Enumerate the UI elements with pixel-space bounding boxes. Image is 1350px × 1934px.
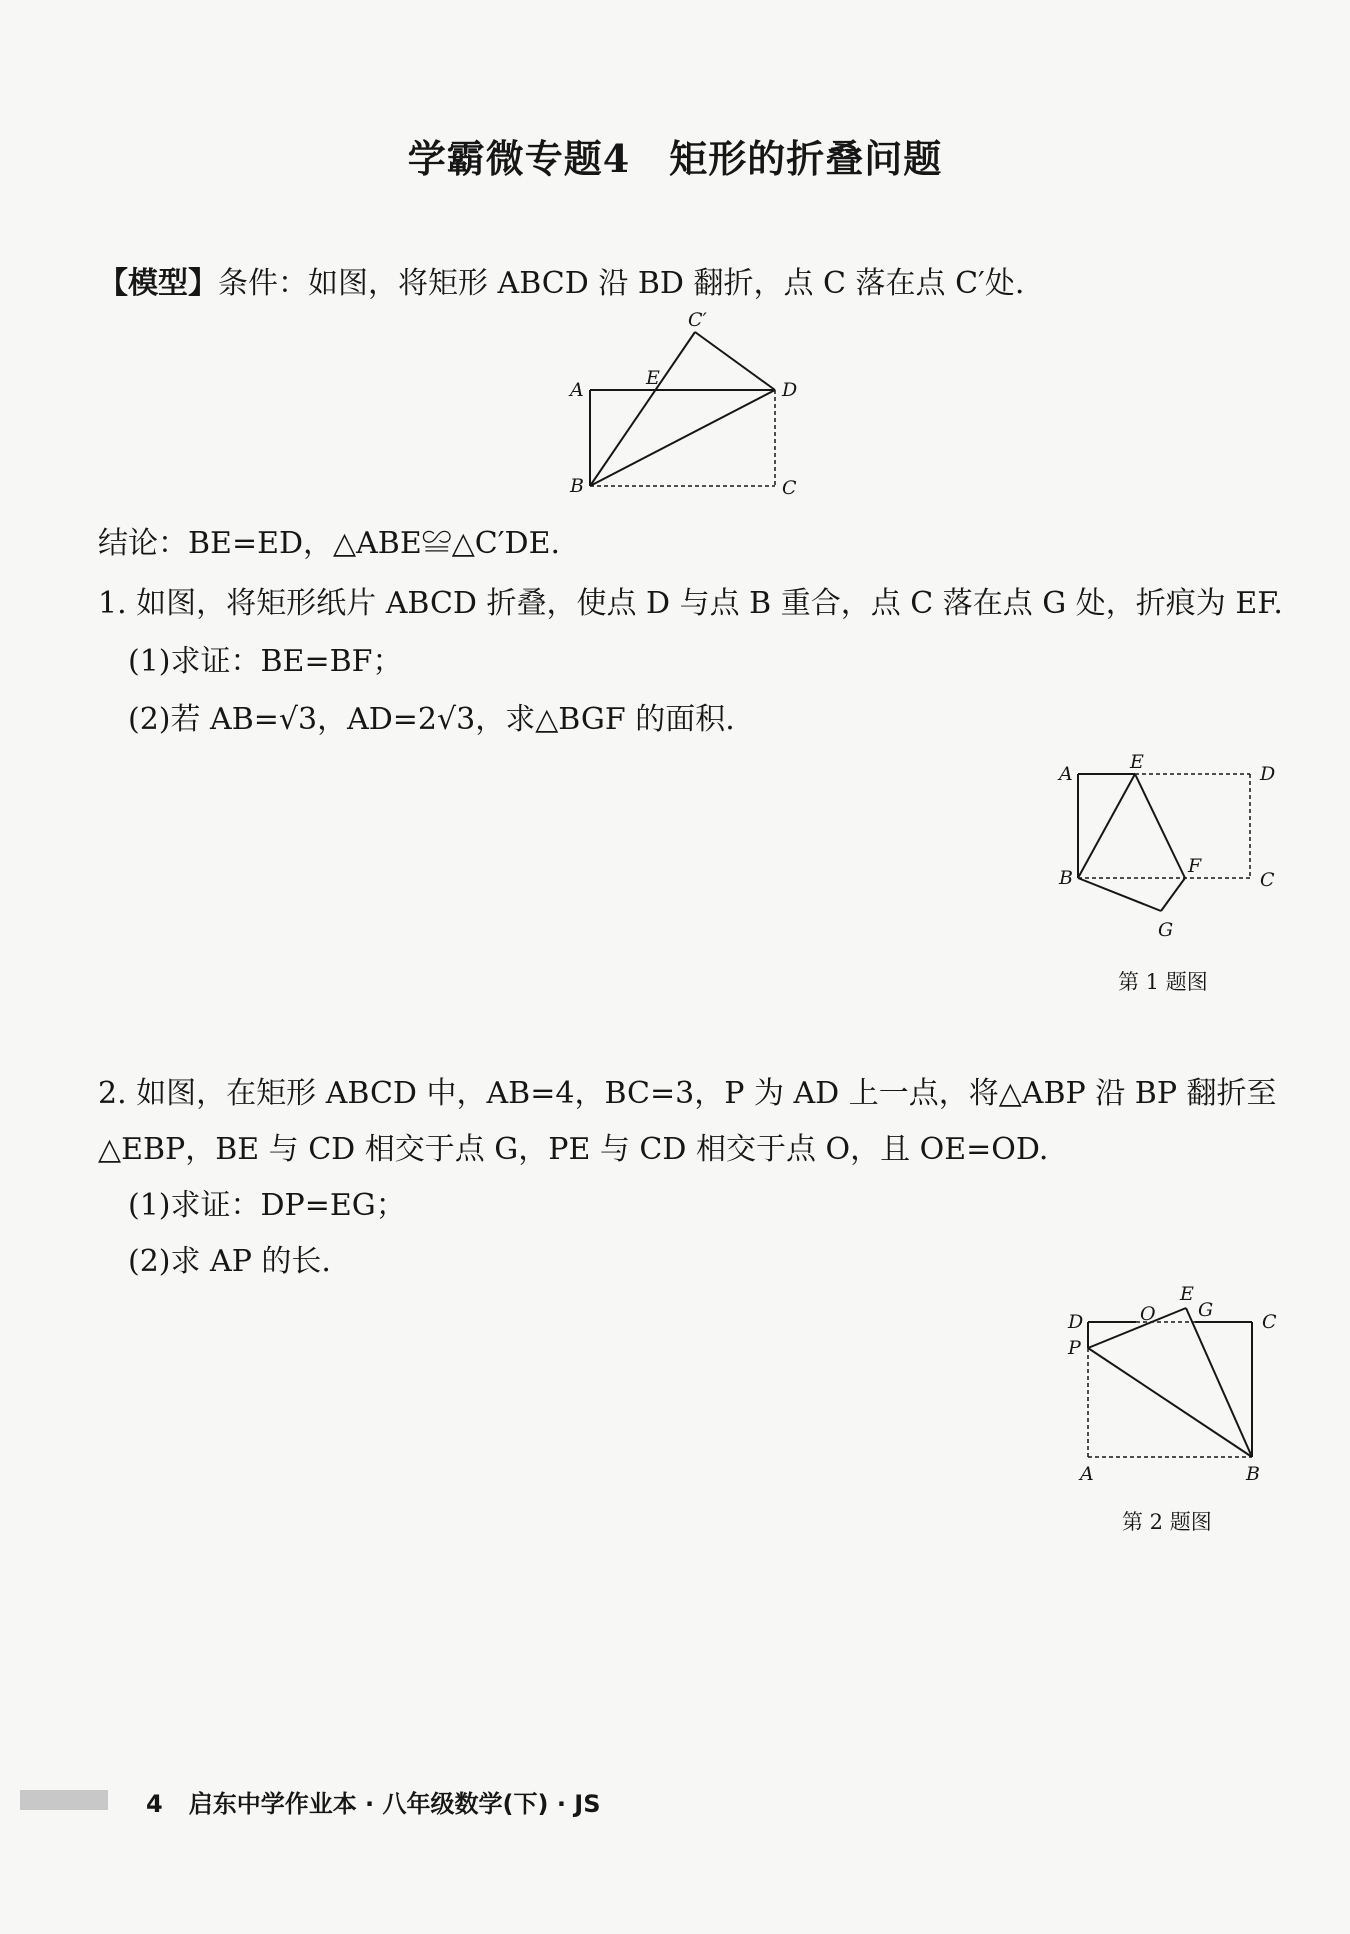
p2-label-b: B xyxy=(1246,1463,1260,1485)
model-label-c-prime: C′ xyxy=(688,309,707,331)
problem-2-part-1: (1)求证：DP=EG； xyxy=(128,1188,406,1223)
problem-1-part-1: (1)求证：BE=BF； xyxy=(128,644,403,679)
problem-2-part-2: (2)求 AP 的长. xyxy=(128,1244,331,1279)
p2-label-o: O xyxy=(1140,1303,1156,1325)
model-tag: 【模型】 xyxy=(98,266,218,301)
page-number: 4 xyxy=(146,1790,163,1818)
model-figure xyxy=(570,306,810,506)
model-segment-bd xyxy=(590,390,775,486)
book-title: 启东中学作业本 · 八年级数学(下) · JS xyxy=(188,1790,601,1818)
model-label-b: B xyxy=(570,475,584,497)
model-label-e: E xyxy=(646,367,660,389)
p1-label-e: E xyxy=(1130,751,1144,773)
footer-decor-bar xyxy=(20,1790,108,1810)
p2-label-g: G xyxy=(1198,1299,1214,1321)
page-title: 学霸微专题4 矩形的折叠问题 xyxy=(407,136,943,181)
problem-1-part-2: (2)若 AB=√3，AD=2√3，求△BGF 的面积. xyxy=(128,702,735,737)
model-label-a: A xyxy=(570,379,584,401)
p1-label-g: G xyxy=(1158,919,1174,941)
p2-label-a: A xyxy=(1080,1463,1094,1485)
problem-2-text-line-2: △EBP，BE 与 CD 相交于点 G，PE 与 CD 相交于点 O，且 OE=OD. xyxy=(98,1132,1049,1167)
p2-label-e: E xyxy=(1180,1283,1194,1305)
p2-segment-pe xyxy=(1088,1308,1186,1348)
p1-label-f: F xyxy=(1188,855,1202,877)
model-segment-bc-prime xyxy=(590,332,695,486)
model-label-c: C xyxy=(782,477,797,499)
p1-label-b: B xyxy=(1059,867,1073,889)
p1-segment-gf xyxy=(1161,878,1185,911)
problem-1-figure xyxy=(1050,750,1290,960)
model-condition-line xyxy=(98,258,1024,302)
p1-label-c: C xyxy=(1260,869,1275,891)
p2-label-p: P xyxy=(1068,1337,1081,1359)
model-label-d: D xyxy=(782,379,798,401)
p1-segment-be xyxy=(1078,774,1135,878)
p1-segment-bg xyxy=(1078,878,1161,911)
problem-1-caption: 第 1 题图 xyxy=(1118,970,1208,994)
problem-1-text: 1. 如图，将矩形纸片 ABCD 折叠，使点 D 与点 B 重合，点 C 落在点 G 处，折痕为 EF. xyxy=(98,586,1283,621)
p1-label-d: D xyxy=(1260,763,1276,785)
p1-segment-ef xyxy=(1135,774,1185,878)
p2-label-c: C xyxy=(1262,1311,1277,1333)
model-segment-c-prime-d xyxy=(695,332,775,390)
p1-label-a: A xyxy=(1059,763,1073,785)
model-condition: 条件：如图，将矩形 ABCD 沿 BD 翻折，点 C 落在点 C′处. xyxy=(218,266,1025,301)
problem-2-caption: 第 2 题图 xyxy=(1122,1510,1212,1534)
model-conclusion: 结论：BE=ED，△ABE≌△C′DE. xyxy=(98,526,561,561)
p2-label-d: D xyxy=(1068,1311,1084,1333)
problem-2-figure xyxy=(1060,1272,1300,1492)
page-footer xyxy=(146,1784,601,1819)
problem-2-text-line-1: 2. 如图，在矩形 ABCD 中，AB=4，BC=3，P 为 AD 上一点，将△ABP 沿 BP 翻折至 xyxy=(98,1076,1277,1111)
